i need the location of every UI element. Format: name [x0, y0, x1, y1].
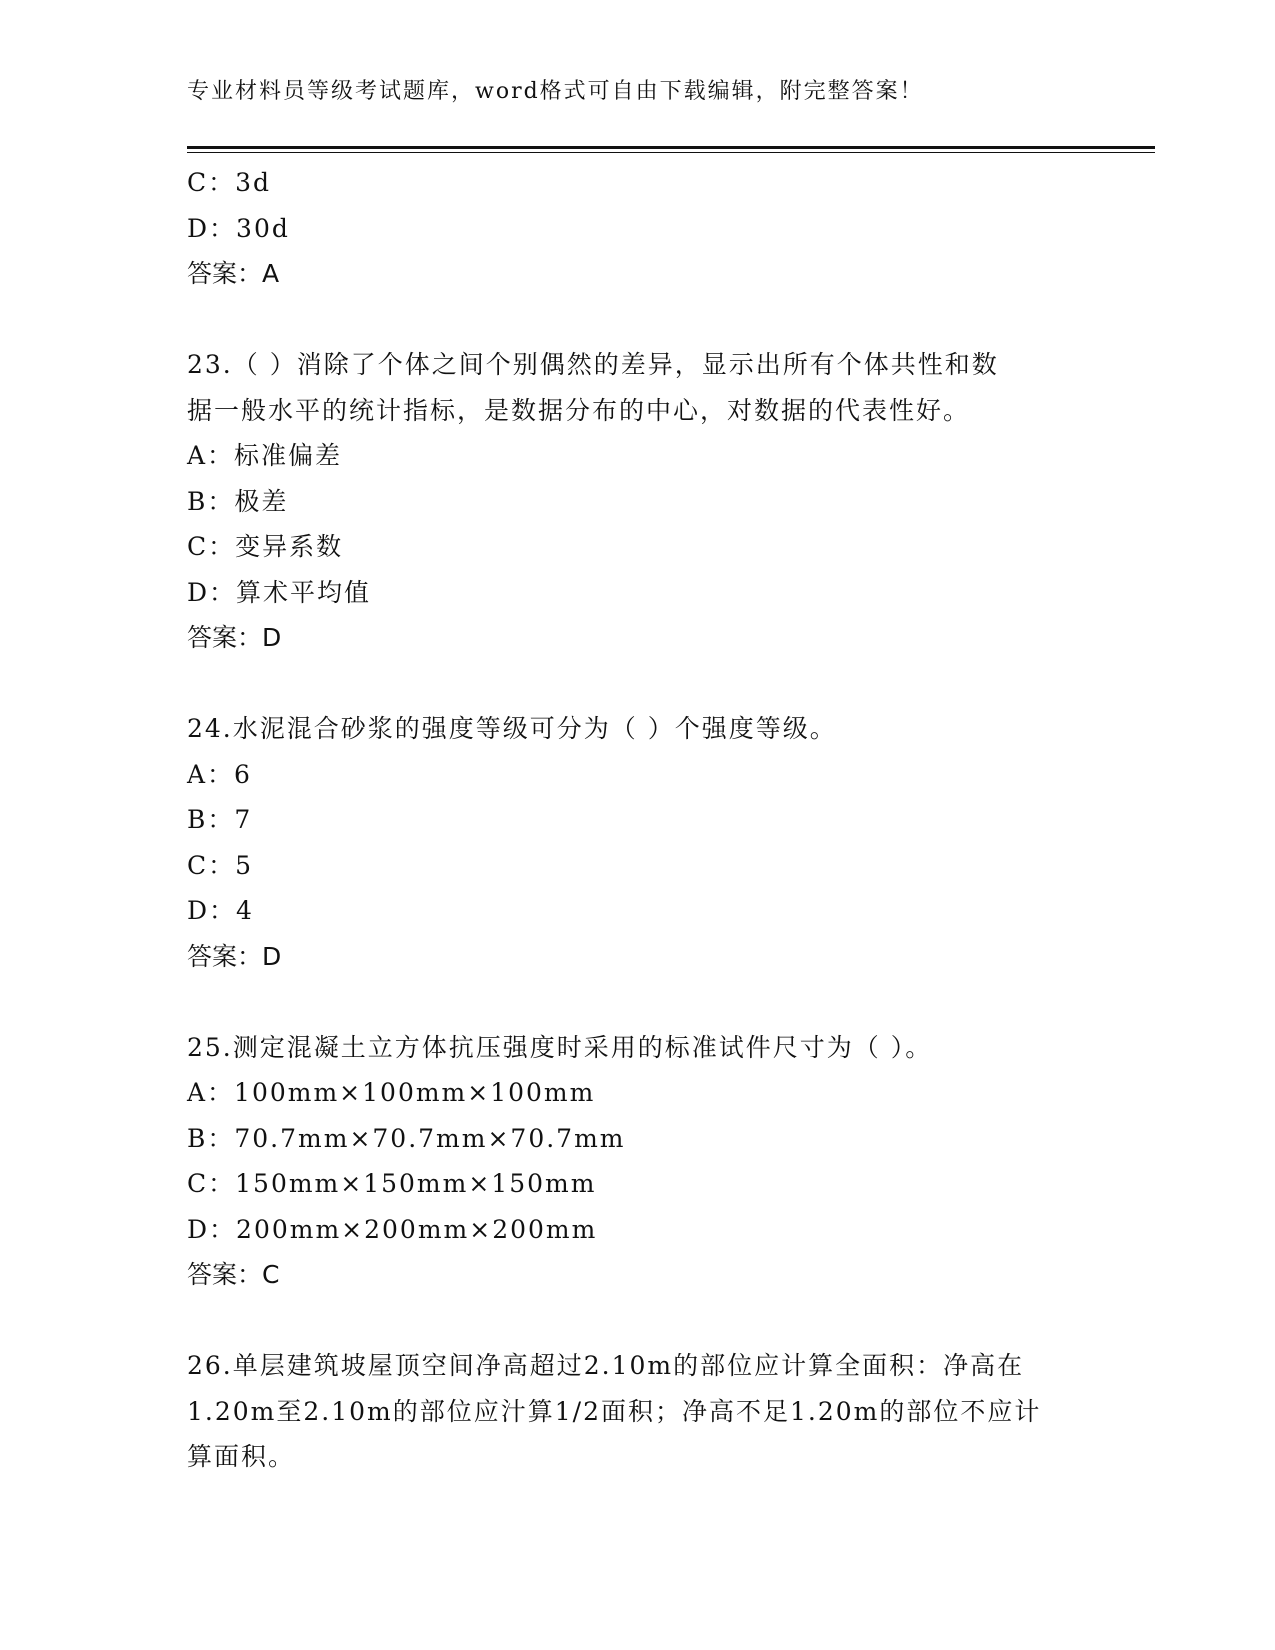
question-25	[187, 1025, 1107, 1298]
answer: 答案：D	[187, 623, 282, 652]
option-c: C：变异系数	[187, 532, 344, 561]
option-b: B：7	[187, 805, 253, 834]
option-a: A：6	[187, 759, 252, 789]
page-header: 专业材料员等级考试题库，word格式可自由下载编辑，附完整答案！	[187, 79, 924, 104]
spacer	[187, 297, 1107, 343]
question-stem-line: 25.测定混凝土立方体抗压强度时采用的标准试件尺寸为（ ）。	[187, 1032, 933, 1062]
header-rule-thin	[187, 152, 1155, 153]
answer: 答案：A	[187, 259, 280, 288]
option-c: C：150mm×150mm×150mm	[187, 1169, 597, 1198]
spacer	[187, 661, 1107, 707]
question-stem-line: 24.水泥混合砂浆的强度等级可分为（ ）个强度等级。	[187, 714, 837, 743]
option-c: C：5	[187, 850, 254, 880]
option-b: B：极差	[187, 486, 289, 516]
question-stem-line: 据一般水平的统计指标，是数据分布的中心，对数据的代表性好。	[187, 395, 971, 425]
header-rule-thick	[187, 146, 1155, 149]
question-24	[187, 706, 1107, 979]
option-b: B：70.7mm×70.7mm×70.7mm	[187, 1123, 626, 1153]
question-23	[187, 342, 1107, 661]
question-22-tail	[187, 160, 1107, 297]
question-stem-line: 23.（ ）消除了个体之间个别偶然的差异，显示出所有个体共性和数	[187, 350, 999, 379]
option-a: A：100mm×100mm×100mm	[187, 1078, 596, 1107]
option-a: A：标准偏差	[187, 441, 343, 470]
spacer	[187, 1298, 1107, 1344]
question-list	[187, 160, 1107, 1480]
option-d: D：算术平均值	[187, 577, 372, 607]
question-26	[187, 1343, 1107, 1480]
option-d: D：30d	[187, 213, 290, 243]
option-d: D：4	[187, 896, 254, 925]
spacer	[187, 979, 1107, 1025]
question-stem-line: 1.20m至2.10m的部位应汁算1/2面积；净高不足1.20m的部位不应计	[187, 1396, 1042, 1426]
option-c: C：3d	[187, 168, 272, 197]
option-d: D：200mm×200mm×200mm	[187, 1214, 598, 1244]
answer: 答案：D	[187, 941, 282, 971]
question-stem-line: 26.单层建筑坡屋顶空间净高超过2.10m的部位应计算全面积：净高在	[187, 1351, 1025, 1380]
question-stem-line: 算面积。	[187, 1442, 296, 1471]
answer: 答案：C	[187, 1260, 280, 1289]
